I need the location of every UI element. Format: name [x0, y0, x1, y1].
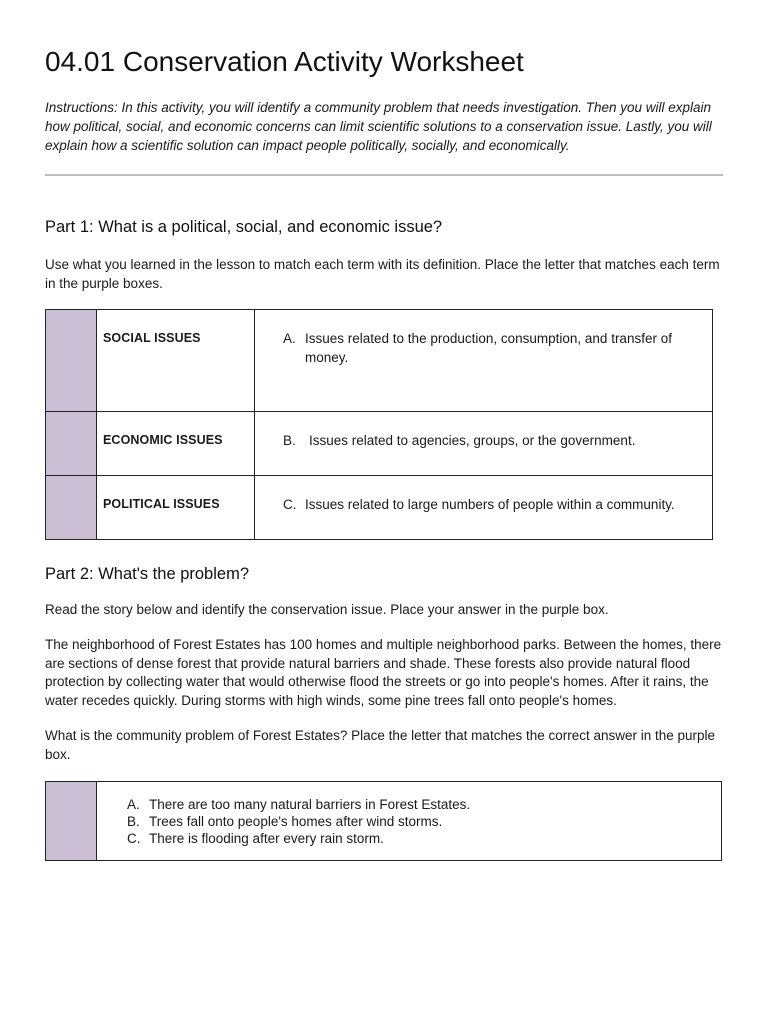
part1-heading: Part 1: What is a political, social, and economic issue?	[45, 218, 443, 236]
page-title: 04.01 Conservation Activity Worksheet	[45, 46, 524, 77]
definition-cell	[255, 412, 713, 476]
option-text: There are too many natural barriers in Forest Estates.	[149, 797, 471, 812]
list-item	[127, 830, 470, 847]
definition-letter: A.	[283, 331, 296, 346]
question-text: What is the community problem of Forest Estates? Place the letter that matches the correct answer in the purple box.	[45, 728, 716, 762]
table-row	[46, 310, 713, 412]
option-text: There is flooding after every rain storm.	[149, 831, 384, 846]
story-text: The neighborhood of Forest Estates has 100 homes and multiple neighborhood parks. Between the homes, there are sections of dense forest that provide natural barriers and shade. These forests also provide natural flood protection by collecting water that would otherwise flood the streets or go into people's homes. After it rains, the water recedes quickly. During storms with high winds, some pine trees fall onto people's homes.	[45, 637, 722, 708]
table-row	[46, 412, 713, 476]
horizontal-divider	[45, 174, 723, 176]
list-item	[127, 796, 470, 813]
matching-table	[45, 309, 713, 540]
definition-letter: C.	[283, 497, 297, 512]
definition-letter: B.	[283, 433, 296, 448]
option-letter: A.	[127, 797, 140, 812]
term-label: ECONOMIC ISSUES	[97, 412, 255, 476]
answer-box-social[interactable]	[46, 310, 97, 412]
answer-box-political[interactable]	[46, 476, 97, 540]
list-item	[127, 813, 470, 830]
part2-heading: Part 2: What's the problem?	[45, 565, 249, 583]
answer-box-economic[interactable]	[46, 412, 97, 476]
definition-cell	[255, 476, 713, 540]
term-label: POLITICAL ISSUES	[97, 476, 255, 540]
options-list	[97, 782, 470, 860]
answer-box-problem[interactable]	[46, 782, 97, 860]
option-text: Trees fall onto people's homes after wind storms.	[149, 814, 443, 829]
definition-text: Issues related to agencies, groups, or the government.	[309, 433, 636, 448]
part2-prompt: Read the story below and identify the conservation issue. Place your answer in the purple box.	[45, 602, 609, 617]
definition-text: Issues related to large numbers of people within a community.	[305, 497, 675, 512]
definition-cell	[255, 310, 713, 412]
definition-text: Issues related to the production, consumption, and transfer of money.	[305, 331, 672, 365]
part1-prompt: Use what you learned in the lesson to match each term with its definition. Place the letter that matches each term in the purple boxes.	[45, 257, 720, 291]
option-letter: B.	[127, 814, 140, 829]
problem-answer-area	[45, 781, 722, 861]
term-label: SOCIAL ISSUES	[97, 310, 255, 412]
instructions-text: Instructions: In this activity, you will identify a community problem that needs investigation. Then you will explain how political, social, and economic concerns can limit scientific solutions to a conservation issue. Lastly, you will explain how a scientific solution can impact people politically, socially, and economically.	[45, 100, 712, 153]
option-letter: C.	[127, 831, 141, 846]
table-row	[46, 476, 713, 540]
